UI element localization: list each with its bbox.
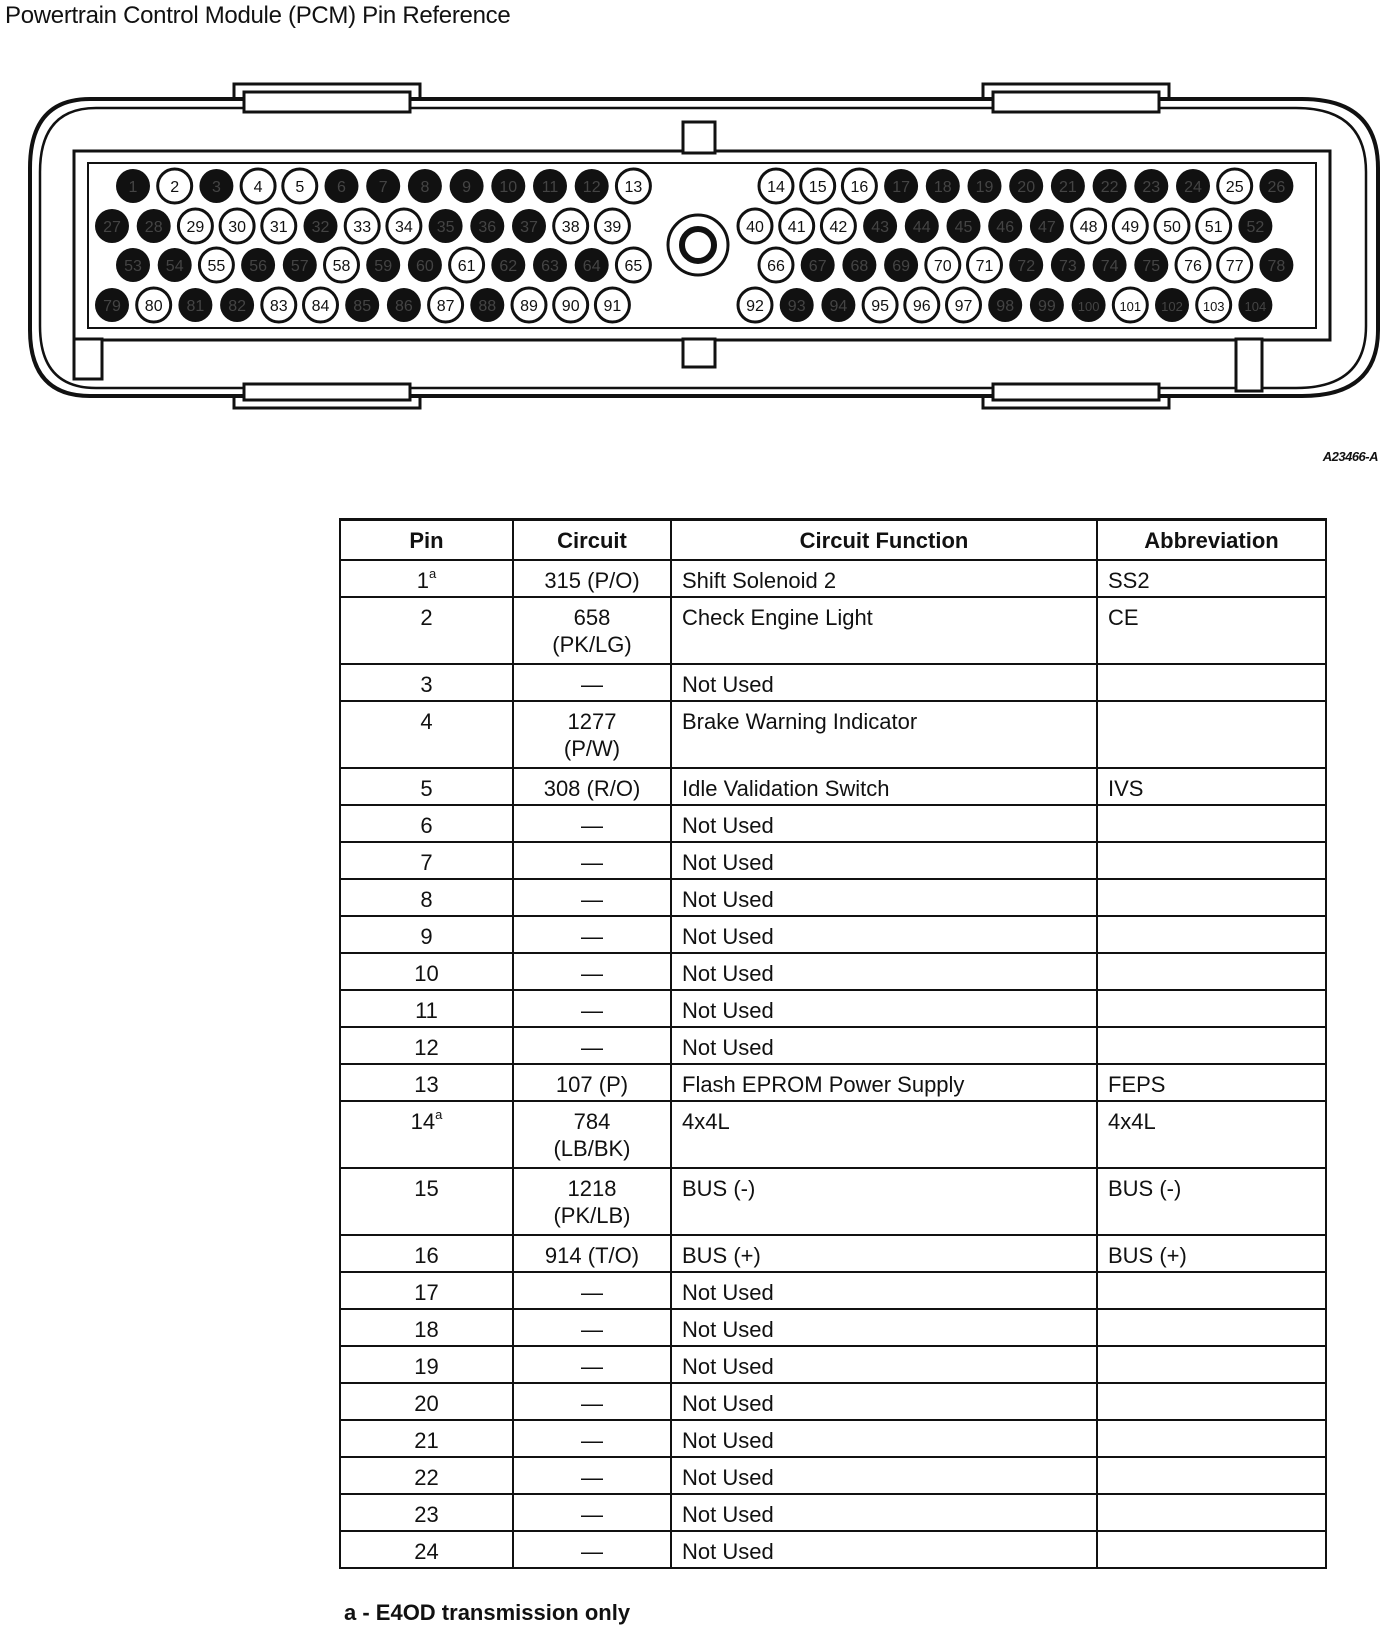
function-cell: Not Used bbox=[671, 1383, 1097, 1420]
pin-label: 2 bbox=[170, 179, 180, 196]
pin-label: 18 bbox=[933, 179, 952, 196]
pin-label: 39 bbox=[603, 219, 622, 236]
circuit-cell: 914 (T/O) bbox=[513, 1235, 671, 1272]
header-circuit: Circuit bbox=[513, 520, 671, 561]
pin-label: 29 bbox=[186, 219, 205, 236]
pin-label: 81 bbox=[186, 298, 205, 315]
pin-label: 71 bbox=[975, 258, 994, 275]
pin-label: 50 bbox=[1163, 219, 1181, 236]
pin-cell: 13 bbox=[340, 1064, 513, 1101]
pin-label: 69 bbox=[892, 258, 910, 275]
function-cell: Not Used bbox=[671, 1494, 1097, 1531]
pin-label: 45 bbox=[954, 219, 973, 236]
pin-label: 11 bbox=[541, 179, 559, 196]
pin-label: 34 bbox=[395, 219, 413, 236]
pin-label: 64 bbox=[582, 258, 601, 275]
pin-label: 27 bbox=[103, 219, 121, 236]
footnote-marker: a bbox=[429, 566, 437, 581]
circuit-cell: — bbox=[513, 664, 671, 701]
pin-cell: 5 bbox=[340, 768, 513, 805]
pin-cell: 11 bbox=[340, 990, 513, 1027]
pin-label: 41 bbox=[787, 219, 806, 236]
pin-label: 49 bbox=[1121, 219, 1140, 236]
pin-label: 86 bbox=[395, 298, 413, 315]
table-row bbox=[340, 664, 1326, 701]
pin-label: 37 bbox=[520, 219, 538, 236]
pin-label: 6 bbox=[337, 179, 346, 196]
pin-label: 103 bbox=[1202, 299, 1225, 314]
pin-cell: 17 bbox=[340, 1272, 513, 1309]
pin-label: 89 bbox=[520, 298, 538, 315]
header-circuit-function: Circuit Function bbox=[671, 520, 1097, 561]
function-cell: Check Engine Light bbox=[671, 597, 1097, 664]
pin-cell: 7 bbox=[340, 842, 513, 879]
pin-label: 68 bbox=[850, 258, 869, 275]
table-row bbox=[340, 1027, 1326, 1064]
pin-label: 5 bbox=[295, 179, 305, 196]
circuit-cell: — bbox=[513, 1494, 671, 1531]
function-cell: Not Used bbox=[671, 916, 1097, 953]
pin-reference-table bbox=[339, 518, 1327, 1569]
pin-cell: 1$^a$ bbox=[340, 560, 513, 597]
pin-label: 57 bbox=[290, 258, 309, 275]
function-cell: Not Used bbox=[671, 1027, 1097, 1064]
pin-label: 32 bbox=[311, 219, 330, 236]
pin-label: 72 bbox=[1017, 258, 1036, 275]
abbreviation-cell bbox=[1097, 1272, 1326, 1309]
abbreviation-cell: 4x4L bbox=[1097, 1101, 1326, 1168]
pin-label: 59 bbox=[374, 258, 393, 275]
table-row bbox=[340, 953, 1326, 990]
function-cell: Not Used bbox=[671, 1272, 1097, 1309]
pin-label: 76 bbox=[1184, 258, 1202, 275]
pin-label: 23 bbox=[1142, 179, 1161, 196]
pin-label: 70 bbox=[933, 258, 952, 275]
pin-label: 4 bbox=[253, 179, 263, 196]
pin-label: 9 bbox=[462, 179, 472, 196]
circuit-cell: — bbox=[513, 1027, 671, 1064]
pin-label: 77 bbox=[1225, 258, 1244, 275]
abbreviation-cell bbox=[1097, 1383, 1326, 1420]
abbreviation-cell bbox=[1097, 1531, 1326, 1568]
pin-label: 56 bbox=[249, 258, 267, 275]
function-cell: Not Used bbox=[671, 990, 1097, 1027]
abbreviation-cell bbox=[1097, 664, 1326, 701]
pin-cell: 2 bbox=[340, 597, 513, 664]
pin-label: 82 bbox=[228, 298, 246, 315]
pin-label: 85 bbox=[353, 298, 372, 315]
pin-label: 101 bbox=[1119, 299, 1142, 314]
circuit-cell: 1218 (PK/LB) bbox=[513, 1168, 671, 1235]
function-cell: Shift Solenoid 2 bbox=[671, 560, 1097, 597]
pin-cell: 20 bbox=[340, 1383, 513, 1420]
pin-label: 33 bbox=[353, 219, 372, 236]
pin-label: 87 bbox=[436, 298, 455, 315]
figure-id: A23466-A bbox=[1322, 449, 1378, 464]
pin-label: 38 bbox=[561, 219, 580, 236]
pin-label: 24 bbox=[1184, 179, 1202, 196]
pin-label: 90 bbox=[561, 298, 580, 315]
circuit-cell: — bbox=[513, 1346, 671, 1383]
circuit-cell: — bbox=[513, 1309, 671, 1346]
pin-label: 80 bbox=[144, 298, 163, 315]
table-row bbox=[340, 1064, 1326, 1101]
pin-cell: 10 bbox=[340, 953, 513, 990]
header-pin: Pin bbox=[340, 520, 513, 561]
table-row bbox=[340, 1235, 1326, 1272]
pin-label: 97 bbox=[954, 298, 973, 315]
pin-label: 44 bbox=[912, 219, 931, 236]
abbreviation-cell bbox=[1097, 1027, 1326, 1064]
pin-label: 63 bbox=[541, 258, 559, 275]
pin-cell: 18 bbox=[340, 1309, 513, 1346]
pin-label: 61 bbox=[457, 258, 476, 275]
pin-label: 40 bbox=[746, 219, 764, 236]
circuit-cell: — bbox=[513, 842, 671, 879]
pin-label: 52 bbox=[1246, 219, 1265, 236]
table-row bbox=[340, 1168, 1326, 1235]
pin-label: 26 bbox=[1267, 179, 1286, 196]
pin-cell: 15 bbox=[340, 1168, 513, 1235]
function-cell: Not Used bbox=[671, 879, 1097, 916]
pin-label: 15 bbox=[808, 179, 827, 196]
function-cell: Brake Warning Indicator bbox=[671, 701, 1097, 768]
pin-cell: 23 bbox=[340, 1494, 513, 1531]
pin-label: 53 bbox=[124, 258, 142, 275]
pin-label: 73 bbox=[1059, 258, 1077, 275]
abbreviation-cell: IVS bbox=[1097, 768, 1326, 805]
function-cell: Idle Validation Switch bbox=[671, 768, 1097, 805]
abbreviation-cell bbox=[1097, 879, 1326, 916]
pin-label: 31 bbox=[269, 219, 288, 236]
pin-cell: 16 bbox=[340, 1235, 513, 1272]
pin-cell: 4 bbox=[340, 701, 513, 768]
pin-label: 79 bbox=[103, 298, 121, 315]
pin-label: 94 bbox=[829, 298, 848, 315]
footnote-marker: a bbox=[435, 1107, 443, 1122]
pin-label: 104 bbox=[1244, 299, 1267, 314]
pin-label: 78 bbox=[1267, 258, 1286, 275]
header-abbreviation: Abbreviation bbox=[1097, 520, 1326, 561]
abbreviation-cell: BUS (-) bbox=[1097, 1168, 1326, 1235]
abbreviation-cell bbox=[1097, 953, 1326, 990]
pin-label: 91 bbox=[603, 298, 622, 315]
table-row bbox=[340, 701, 1326, 768]
pin-label: 60 bbox=[416, 258, 434, 275]
abbreviation-cell bbox=[1097, 701, 1326, 768]
circuit-cell: — bbox=[513, 1420, 671, 1457]
circuit-cell: 784 (LB/BK) bbox=[513, 1101, 671, 1168]
circuit-cell: — bbox=[513, 1531, 671, 1568]
abbreviation-cell bbox=[1097, 842, 1326, 879]
pin-label: 7 bbox=[378, 179, 388, 196]
circuit-cell: — bbox=[513, 1457, 671, 1494]
circuit-cell: 658 (PK/LG) bbox=[513, 597, 671, 664]
circuit-cell: — bbox=[513, 916, 671, 953]
table-row bbox=[340, 1309, 1326, 1346]
pin-label: 21 bbox=[1059, 179, 1077, 196]
function-cell: Flash EPROM Power Supply bbox=[671, 1064, 1097, 1101]
table-row bbox=[340, 768, 1326, 805]
pin-label: 43 bbox=[871, 219, 889, 236]
page-title: Powertrain Control Module (PCM) Pin Reference bbox=[5, 2, 511, 29]
pin-label: 65 bbox=[624, 258, 643, 275]
function-cell: Not Used bbox=[671, 1531, 1097, 1568]
abbreviation-cell bbox=[1097, 1309, 1326, 1346]
pin-label: 8 bbox=[420, 179, 430, 196]
pin-cell: 8 bbox=[340, 879, 513, 916]
abbreviation-cell bbox=[1097, 805, 1326, 842]
circuit-cell: 107 (P) bbox=[513, 1064, 671, 1101]
table-row bbox=[340, 916, 1326, 953]
pin-label: 75 bbox=[1142, 258, 1161, 275]
pin-label: 22 bbox=[1100, 179, 1119, 196]
abbreviation-cell: FEPS bbox=[1097, 1064, 1326, 1101]
table-row bbox=[340, 1494, 1326, 1531]
pin-label: 36 bbox=[478, 219, 497, 236]
circuit-cell: — bbox=[513, 990, 671, 1027]
circuit-cell: 315 (P/O) bbox=[513, 560, 671, 597]
pin-label: 20 bbox=[1017, 179, 1036, 196]
circuit-cell: — bbox=[513, 805, 671, 842]
circuit-cell: — bbox=[513, 1383, 671, 1420]
abbreviation-cell bbox=[1097, 1420, 1326, 1457]
abbreviation-cell bbox=[1097, 1457, 1326, 1494]
pin-label: 30 bbox=[228, 219, 246, 236]
abbreviation-cell: BUS (+) bbox=[1097, 1235, 1326, 1272]
pin-label: 84 bbox=[311, 298, 330, 315]
abbreviation-cell bbox=[1097, 1346, 1326, 1383]
pin-cell: 24 bbox=[340, 1531, 513, 1568]
pin-label: 3 bbox=[211, 179, 221, 196]
pin-label: 35 bbox=[436, 219, 455, 236]
pin-label: 12 bbox=[582, 179, 601, 196]
function-cell: 4x4L bbox=[671, 1101, 1097, 1168]
function-cell: Not Used bbox=[671, 1457, 1097, 1494]
function-cell: BUS (-) bbox=[671, 1168, 1097, 1235]
pin-label: 100 bbox=[1077, 299, 1100, 314]
pin-label: 10 bbox=[499, 179, 518, 196]
circuit-cell: — bbox=[513, 953, 671, 990]
pin-label: 51 bbox=[1204, 219, 1223, 236]
pin-label: 46 bbox=[996, 219, 1015, 236]
pcm-connector-diagram bbox=[0, 0, 1392, 430]
pin-label: 88 bbox=[478, 298, 497, 315]
pin-label: 19 bbox=[975, 179, 994, 196]
footnote: a - E4OD transmission only bbox=[344, 1600, 631, 1625]
abbreviation-cell: CE bbox=[1097, 597, 1326, 664]
pin-label: 92 bbox=[746, 298, 764, 315]
pin-label: 14 bbox=[767, 179, 785, 196]
abbreviation-cell bbox=[1097, 990, 1326, 1027]
pin-label: 48 bbox=[1079, 219, 1098, 236]
pin-label: 98 bbox=[996, 298, 1015, 315]
pin-label: 47 bbox=[1038, 219, 1056, 236]
pin-label: 95 bbox=[871, 298, 889, 315]
circuit-cell: — bbox=[513, 1272, 671, 1309]
abbreviation-cell bbox=[1097, 1494, 1326, 1531]
abbreviation-cell bbox=[1097, 916, 1326, 953]
pin-label: 42 bbox=[829, 219, 848, 236]
pin-label: 16 bbox=[850, 179, 869, 196]
table-row bbox=[340, 1101, 1326, 1168]
circuit-cell: 308 (R/O) bbox=[513, 768, 671, 805]
table-row bbox=[340, 1272, 1326, 1309]
pin-label: 102 bbox=[1161, 299, 1183, 314]
pin-label: 67 bbox=[808, 258, 827, 275]
function-cell: BUS (+) bbox=[671, 1235, 1097, 1272]
pin-label: 93 bbox=[787, 298, 806, 315]
function-cell: Not Used bbox=[671, 664, 1097, 701]
pin-cell: 19 bbox=[340, 1346, 513, 1383]
pin-cell: 3 bbox=[340, 664, 513, 701]
pin-label: 17 bbox=[892, 179, 910, 196]
pin-label: 54 bbox=[165, 258, 184, 275]
function-cell: Not Used bbox=[671, 953, 1097, 990]
pin-label: 74 bbox=[1100, 258, 1119, 275]
function-cell: Not Used bbox=[671, 842, 1097, 879]
pin-label: 99 bbox=[1038, 298, 1056, 315]
table-row bbox=[340, 1531, 1326, 1568]
table-row bbox=[340, 879, 1326, 916]
circuit-cell: 1277 (P/W) bbox=[513, 701, 671, 768]
table-row bbox=[340, 560, 1326, 597]
function-cell: Not Used bbox=[671, 1346, 1097, 1383]
pin-cell: 6 bbox=[340, 805, 513, 842]
table-row bbox=[340, 842, 1326, 879]
table-header-row bbox=[340, 520, 1326, 561]
pin-cell: 22 bbox=[340, 1457, 513, 1494]
table-row bbox=[340, 1346, 1326, 1383]
table-row bbox=[340, 597, 1326, 664]
function-cell: Not Used bbox=[671, 805, 1097, 842]
function-cell: Not Used bbox=[671, 1420, 1097, 1457]
pin-label: 55 bbox=[207, 258, 226, 275]
table-row bbox=[340, 1383, 1326, 1420]
table-row bbox=[340, 990, 1326, 1027]
pin-cell: 14$^a$ bbox=[340, 1101, 513, 1168]
pin-label: 13 bbox=[624, 179, 643, 196]
table-row bbox=[340, 1457, 1326, 1494]
pin-cell: 12 bbox=[340, 1027, 513, 1064]
pin-cell: 9 bbox=[340, 916, 513, 953]
pin-label: 25 bbox=[1225, 179, 1244, 196]
pin-label: 66 bbox=[767, 258, 785, 275]
pin-label: 83 bbox=[269, 298, 288, 315]
function-cell: Not Used bbox=[671, 1309, 1097, 1346]
table-row bbox=[340, 805, 1326, 842]
pin-label: 58 bbox=[332, 258, 351, 275]
abbreviation-cell: SS2 bbox=[1097, 560, 1326, 597]
table-row bbox=[340, 1420, 1326, 1457]
pin-label: 28 bbox=[144, 219, 163, 236]
pin-label: 62 bbox=[499, 258, 518, 275]
pin-label: 96 bbox=[912, 298, 931, 315]
pin-label: 1 bbox=[128, 179, 138, 196]
circuit-cell: — bbox=[513, 879, 671, 916]
pin-cell: 21 bbox=[340, 1420, 513, 1457]
